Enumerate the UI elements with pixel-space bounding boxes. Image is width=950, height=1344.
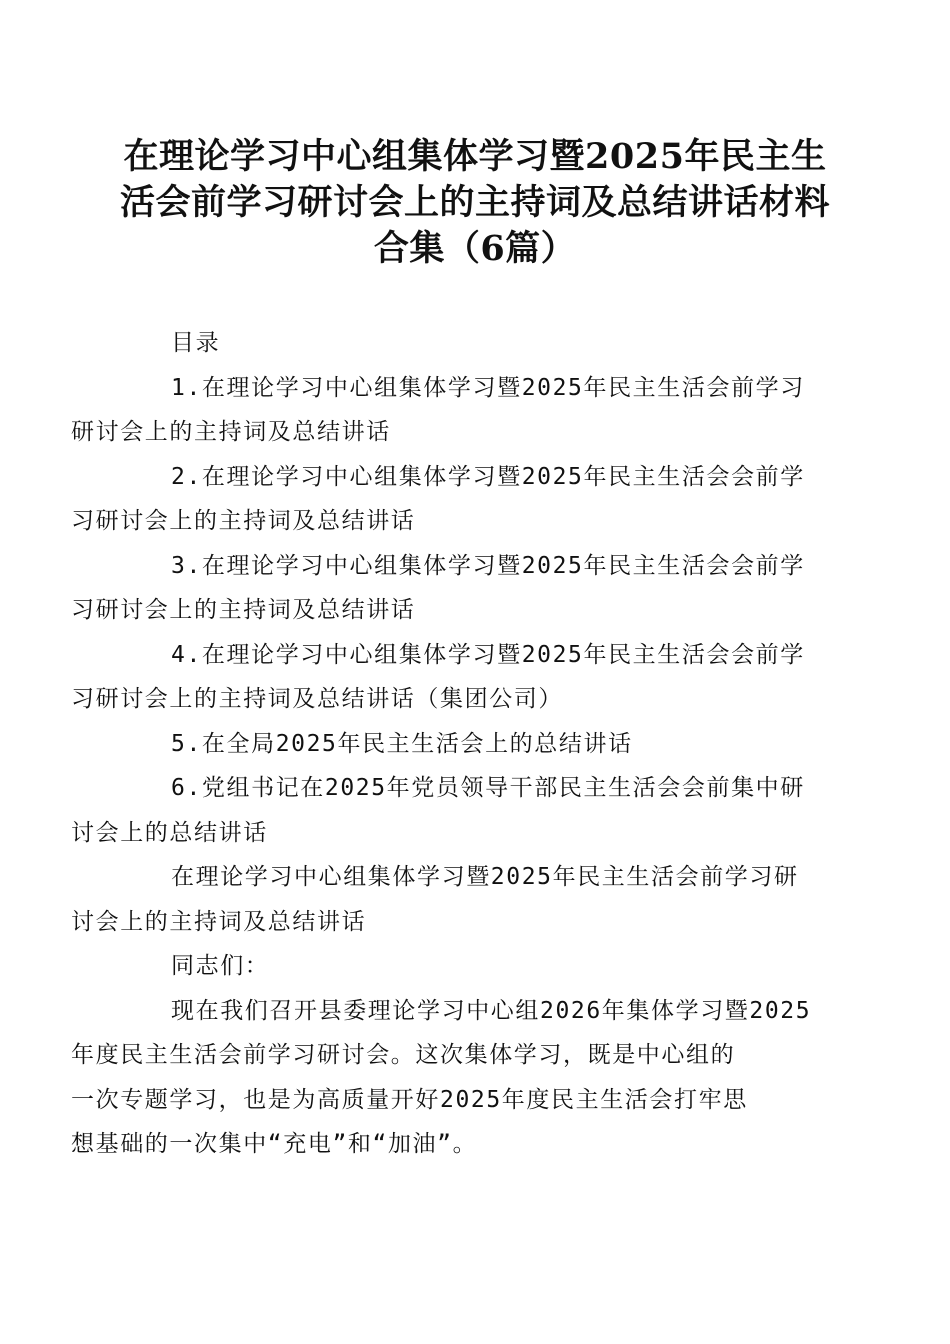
toc-heading: 目录 — [171, 330, 221, 356]
toc-item-6-line-1: 6.党组书记在2025年党员领导干部民主生活会会前集中研 — [171, 775, 805, 801]
section-title-line-1: 在理论学习中心组集体学习暨2025年民主生活会前学习研 — [171, 864, 799, 890]
paragraph-line-4: 想基础的一次集中“充电”和“加油”。 — [71, 1131, 478, 1157]
toc-item-2 — [71, 455, 827, 544]
paragraph-line-1: 现在我们召开县委理论学习中心组2026年集体学习暨2025 — [171, 997, 812, 1024]
document-title — [110, 134, 840, 272]
paragraph-line-2: 年度民主生活会前学习研讨会。这次集体学习，既是中心组的 — [71, 1042, 736, 1068]
toc-item-5 — [121, 722, 827, 767]
toc-item-6 — [71, 766, 827, 855]
toc-item-2-line-1: 2.在理论学习中心组集体学习暨2025年民主生活会会前学 — [171, 463, 805, 490]
paragraph-line-3: 一次专题学习，也是为高质量开好2025年度民主生活会打牢思 — [71, 1086, 748, 1113]
title-line-2: 活会前学习研讨会上的主持词及总结讲话材料 — [119, 182, 830, 223]
toc-item-2-line-2: 习研讨会上的主持词及总结讲话 — [71, 508, 416, 534]
toc-item-6-line-2: 讨会上的总结讲话 — [71, 819, 268, 846]
title-line-3: 合集（6篇） — [373, 228, 577, 269]
toc-item-1 — [71, 366, 827, 455]
title-line-1: 在理论学习中心组集体学习暨2025年民主生 — [123, 136, 827, 177]
toc-item-3-line-1: 3.在理论学习中心组集体学习暨2025年民主生活会会前学 — [171, 552, 805, 579]
toc-item-1-line-1: 1.在理论学习中心组集体学习暨2025年民主生活会前学习 — [171, 374, 805, 401]
body-paragraph — [71, 989, 827, 1167]
section-title — [71, 855, 827, 944]
toc-item-4-line-2: 习研讨会上的主持词及总结讲话（集团公司） — [71, 686, 563, 712]
section-title-line-2: 讨会上的主持词及总结讲话 — [71, 908, 367, 935]
toc-item-3-line-2: 习研讨会上的主持词及总结讲话 — [71, 597, 416, 623]
toc-item-1-line-2: 研讨会上的主持词及总结讲话 — [71, 419, 391, 445]
toc-item-4 — [71, 633, 827, 722]
document-body — [71, 321, 827, 1167]
greeting: 同志们： — [171, 953, 270, 979]
toc-item-5-line-1: 5.在全局2025年民主生活会上的总结讲话 — [171, 730, 633, 757]
toc-item-3 — [71, 544, 827, 633]
toc-item-4-line-1: 4.在理论学习中心组集体学习暨2025年民主生活会会前学 — [171, 641, 805, 668]
